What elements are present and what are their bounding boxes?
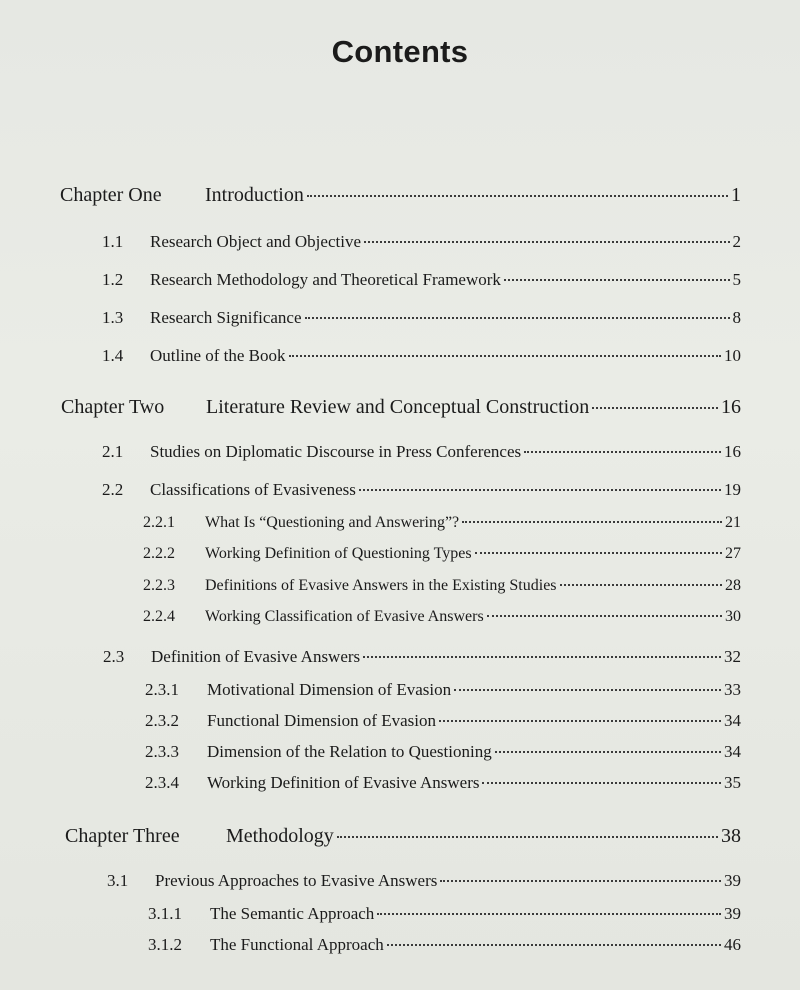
entry-title: Research Significance	[150, 308, 302, 327]
dot-leader	[364, 241, 730, 243]
toc-subsection-entry	[148, 935, 741, 955]
page-number: 46	[724, 935, 741, 954]
subsection-number: 2.2.1	[143, 514, 175, 531]
entry-title: Research Object and Objective	[150, 232, 361, 251]
page-number: 39	[724, 904, 741, 923]
page-number: 35	[724, 773, 741, 792]
dot-leader	[305, 317, 730, 319]
entry-title: Working Classification of Evasive Answers	[205, 608, 484, 625]
entry-title: Working Definition of Questioning Types	[205, 545, 472, 562]
dot-leader	[592, 407, 718, 409]
entry-title: Previous Approaches to Evasive Answers	[155, 871, 438, 890]
page-number: 38	[721, 825, 741, 847]
dot-leader	[377, 913, 721, 915]
toc-subsection-entry	[143, 608, 741, 626]
dot-leader	[482, 782, 721, 784]
toc-subsection-entry	[145, 680, 741, 700]
dot-leader	[454, 689, 721, 691]
entry-title: Research Methodology and Theoretical Framework	[150, 270, 501, 289]
toc-chapter-entry	[61, 396, 741, 419]
toc-section-entry	[102, 346, 741, 366]
toc-chapter-entry	[60, 184, 741, 207]
toc-chapter-entry	[65, 825, 741, 848]
dot-leader	[359, 489, 721, 491]
toc-subsection-entry	[143, 545, 741, 563]
page-number: 16	[724, 442, 741, 461]
dot-leader	[307, 195, 728, 197]
dot-leader	[504, 279, 730, 281]
entry-title: Outline of the Book	[150, 346, 286, 365]
page-number: 5	[732, 270, 741, 289]
dot-leader	[439, 720, 721, 722]
page-number: 28	[725, 577, 741, 594]
subsection-number: 2.3.4	[145, 773, 179, 792]
chapter-number: Chapter Two	[61, 396, 165, 418]
chapter-number: Chapter Three	[65, 825, 180, 847]
page-number: 16	[721, 396, 741, 418]
section-number: 2.1	[102, 442, 124, 461]
dot-leader	[440, 880, 721, 882]
toc-subsection-entry	[148, 904, 741, 924]
page-number: 8	[732, 308, 741, 327]
entry-title: Working Definition of Evasive Answers	[207, 773, 480, 792]
dot-leader	[524, 451, 721, 453]
toc-section-entry	[103, 647, 741, 667]
subsection-number: 2.3.2	[145, 711, 179, 730]
toc-section-entry	[102, 270, 741, 290]
dot-leader	[289, 355, 721, 357]
page-number: 34	[724, 711, 741, 730]
toc-subsection-entry	[143, 514, 741, 532]
dot-leader	[475, 552, 722, 554]
page-number: 34	[724, 742, 741, 761]
section-number: 1.3	[102, 308, 124, 327]
toc-subsection-entry	[145, 742, 741, 762]
entry-title: Studies on Diplomatic Discourse in Press Conferences	[150, 442, 522, 461]
dot-leader	[487, 615, 722, 617]
subsection-number: 2.2.2	[143, 545, 175, 562]
entry-title: Dimension of the Relation to Questioning	[207, 742, 492, 761]
entry-title: Classifications of Evasiveness	[150, 480, 356, 499]
toc-section-entry	[102, 442, 741, 462]
subsection-number: 2.3.3	[145, 742, 179, 761]
page-number: 33	[724, 680, 741, 699]
page-number: 21	[725, 514, 741, 531]
page-number: 2	[732, 232, 741, 251]
page-number: 39	[724, 871, 741, 890]
toc-section-entry	[102, 308, 741, 328]
section-number: 1.4	[102, 346, 124, 365]
section-number: 1.1	[102, 232, 124, 251]
section-number: 3.1	[107, 871, 129, 890]
dot-leader	[462, 521, 722, 523]
page-number: 1	[731, 184, 741, 206]
chapter-number: Chapter One	[60, 184, 162, 206]
page-number: 27	[725, 545, 741, 562]
entry-title: Functional Dimension of Evasion	[207, 711, 437, 730]
toc-subsection-entry	[145, 773, 741, 793]
subsection-number: 2.3.1	[145, 680, 179, 699]
entry-title: Literature Review and Conceptual Construction	[206, 396, 590, 418]
toc-subsection-entry	[143, 577, 741, 595]
toc-section-entry	[102, 480, 741, 500]
subsection-number: 3.1.2	[148, 935, 182, 954]
subsection-number: 2.2.3	[143, 577, 175, 594]
dot-leader	[560, 584, 722, 586]
page-title: Contents	[331, 34, 469, 69]
toc-subsection-entry	[145, 711, 741, 731]
entry-title: Methodology	[226, 825, 334, 847]
entry-title: Definitions of Evasive Answers in the Existing Studies	[205, 577, 557, 594]
dot-leader	[495, 751, 721, 753]
subsection-number: 3.1.1	[148, 904, 182, 923]
dot-leader	[337, 836, 718, 838]
entry-title: The Functional Approach	[210, 935, 384, 954]
page-number: 30	[725, 608, 741, 625]
entry-title: What Is “Questioning and Answering”?	[205, 514, 460, 531]
entry-title: The Semantic Approach	[210, 904, 375, 923]
page-number: 19	[724, 480, 741, 499]
section-number: 2.2	[102, 480, 124, 499]
entry-title: Introduction	[205, 184, 304, 206]
page-number: 10	[724, 346, 741, 365]
entry-title: Motivational Dimension of Evasion	[207, 680, 452, 699]
section-number: 2.3	[103, 647, 125, 666]
section-number: 1.2	[102, 270, 124, 289]
entry-title: Definition of Evasive Answers	[151, 647, 361, 666]
page-number: 32	[724, 647, 741, 666]
dot-leader	[363, 656, 721, 658]
toc-section-entry	[102, 232, 741, 252]
toc-section-entry	[107, 871, 741, 891]
subsection-number: 2.2.4	[143, 608, 175, 625]
dot-leader	[387, 944, 721, 946]
